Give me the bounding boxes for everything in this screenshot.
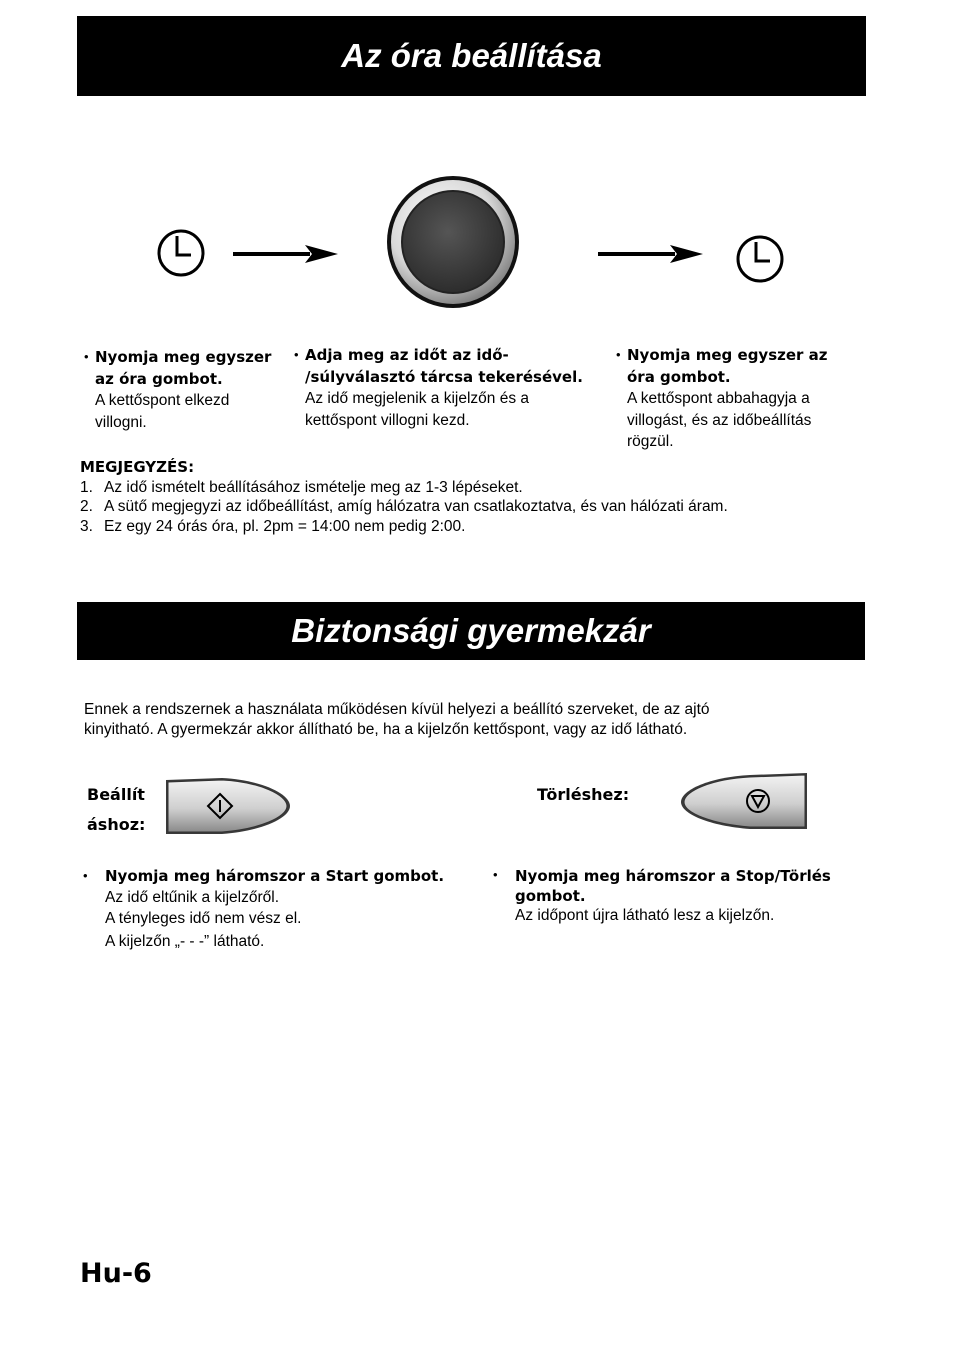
set-text-3: A kijelzőn „- - -” látható. bbox=[105, 933, 265, 950]
step-3-text-3: rögzül. bbox=[627, 433, 674, 450]
clear-instructions bbox=[493, 866, 875, 926]
intro-line-2: kinyitható. A gyermekzár akkor állítható be, ha a kijelzőn kettőspont, vagy az idő látható. bbox=[84, 721, 688, 738]
clock-setting-illustration bbox=[150, 170, 800, 320]
bullet: • bbox=[493, 867, 498, 882]
bullet: • bbox=[83, 868, 88, 883]
section-title-child-lock: Biztonsági gyermekzár bbox=[77, 602, 865, 660]
dial-knob-icon bbox=[387, 176, 519, 308]
bullet: • bbox=[616, 347, 621, 362]
note-text: A sütő megjegyzi az időbeállítást, amíg hálózatra van csatlakoztatva, és van hálózati áram. bbox=[104, 498, 728, 515]
step-2 bbox=[294, 345, 605, 431]
section-title-clock: Az óra beállítása bbox=[77, 16, 866, 96]
set-label bbox=[87, 780, 145, 840]
step-1-bold-2: az óra gombot. bbox=[95, 369, 223, 388]
clock-icon bbox=[159, 231, 203, 275]
step-1-bold-1: Nyomja meg egyszer bbox=[95, 348, 272, 366]
note-text: Az idő ismételt beállításához ismételje meg az 1-3 lépéseket. bbox=[104, 478, 523, 496]
step-1-text-2: villogni. bbox=[95, 413, 147, 431]
note-item bbox=[80, 478, 728, 498]
clear-label: Törléshez: bbox=[537, 785, 630, 804]
step-3-text-1: A kettőspont abbahagyja a bbox=[627, 390, 810, 407]
note-number: 3. bbox=[80, 517, 93, 535]
step-3-bold-1: Nyomja meg egyszer az bbox=[627, 346, 828, 364]
note-number: 2. bbox=[80, 498, 93, 515]
step-2-bold-2: /súlyválasztó tárcsa tekerésével. bbox=[305, 367, 583, 386]
step-1-text-1: A kettőspont elkezd bbox=[95, 392, 230, 409]
set-bold: Nyomja meg háromszor a Start gombot. bbox=[105, 867, 445, 885]
step-1 bbox=[84, 347, 295, 433]
note-text: Ez egy 24 órás óra, pl. 2pm = 14:00 nem pedig 2:00. bbox=[104, 517, 466, 535]
page-number: Hu-6 bbox=[80, 1258, 152, 1289]
start-button bbox=[162, 776, 298, 840]
arrow-right-icon bbox=[598, 245, 703, 263]
step-2-text-2: kettőspont villogni kezd. bbox=[305, 411, 470, 429]
set-instructions bbox=[83, 866, 485, 952]
intro-line-1: Ennek a rendszernek a használata működésen kívül helyezi a beállító szerveket, de az ajtó bbox=[84, 701, 710, 718]
set-label-line-2: áshoz: bbox=[87, 815, 146, 834]
note-item bbox=[80, 517, 728, 537]
step-3-bold-2: óra gombot. bbox=[627, 367, 731, 386]
set-text-2: A tényleges idő nem vész el. bbox=[105, 910, 302, 927]
step-2-bold-1: Adja meg az időt az idő- bbox=[305, 346, 509, 364]
set-text-1: Az idő eltűnik a kijelzőről. bbox=[105, 889, 280, 906]
clear-text-1: Az időpont újra látható lesz a kijelzőn. bbox=[515, 907, 775, 924]
step-3-text-2: villogást, és az időbeállítás bbox=[627, 411, 812, 429]
step-3 bbox=[616, 345, 867, 453]
arrow-right-icon bbox=[233, 245, 338, 263]
clear-bold-1: Nyomja meg háromszor a Stop/Törlés bbox=[515, 867, 831, 885]
bullet: • bbox=[84, 349, 89, 364]
child-lock-intro bbox=[84, 700, 844, 740]
step-2-text-1: Az idő megjelenik a kijelzőn és a bbox=[305, 390, 530, 407]
notes-heading: MEGJEGYZÉS: bbox=[80, 458, 195, 476]
bullet: • bbox=[294, 347, 299, 362]
note-item bbox=[80, 497, 728, 517]
note-number: 1. bbox=[80, 478, 93, 496]
stop-button bbox=[676, 770, 812, 834]
clock-icon bbox=[738, 237, 782, 281]
set-label-line-1: Beállít bbox=[87, 785, 145, 804]
notes-block bbox=[80, 458, 728, 536]
clear-bold-2: gombot. bbox=[515, 887, 586, 905]
